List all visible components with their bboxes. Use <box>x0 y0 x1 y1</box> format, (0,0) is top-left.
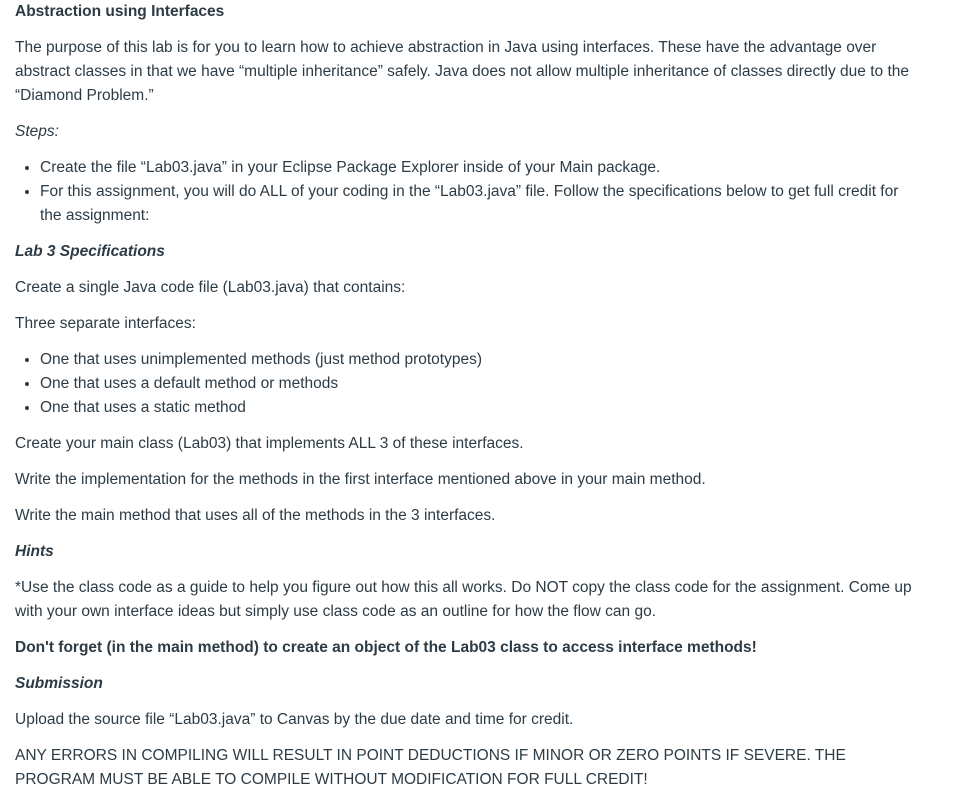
spacer <box>15 24 954 36</box>
spec-paragraph: Create a single Java code file (Lab03.java) that contains: <box>15 279 406 296</box>
spacer <box>15 228 954 240</box>
list-item: • One that uses unimplemented methods (just method prototypes) <box>40 348 900 372</box>
spacer <box>15 456 954 468</box>
list-item: • One that uses a default method or methods <box>40 372 900 396</box>
submission-heading: Submission <box>15 675 103 692</box>
spacer <box>15 336 954 348</box>
spec-paragraph: Create your main class (Lab03) that implements ALL 3 of these interfaces. <box>15 435 524 452</box>
spacer <box>15 528 954 540</box>
spacer <box>15 420 954 432</box>
hints-paragraph: *Use the class code as a guide to help you figure out how this all works. Do NOT copy the class code for the assignment. Come up with your own interface ideas but simply use class code as an outline for how the flow can go. <box>15 579 912 620</box>
steps-list <box>15 156 954 228</box>
spacer <box>15 624 954 636</box>
interfaces-list <box>15 348 954 420</box>
spacer <box>15 696 954 708</box>
spacer <box>15 732 954 744</box>
list-item: • One that uses a static method <box>40 396 900 420</box>
submission-paragraph: Upload the source file “Lab03.java” to Canvas by the due date and time for credit. <box>15 711 574 728</box>
spacer <box>15 660 954 672</box>
spacer <box>15 564 954 576</box>
steps-heading: Steps: <box>15 123 59 140</box>
hints-reminder: Don't forget (in the main method) to create an object of the Lab03 class to access interface methods! <box>15 639 757 656</box>
spacer <box>15 108 954 120</box>
spacer <box>15 492 954 504</box>
hints-heading: Hints <box>15 543 54 560</box>
list-item: • Create the file “Lab03.java” in your Eclipse Package Explorer inside of your Main package. <box>40 156 900 180</box>
spacer <box>15 264 954 276</box>
intro-paragraph: The purpose of this lab is for you to learn how to achieve abstraction in Java using interfaces. These have the advantage over abstract classes in that we have “multiple inheritance” safely. Java does not allow multiple inheritance of classes directly due to the “Diamond Problem.” <box>15 39 909 104</box>
submission-warning: ANY ERRORS IN COMPILING WILL RESULT IN POINT DEDUCTIONS IF MINOR OR ZERO POINTS IF SEVERE. THE PROGRAM MUST BE ABLE TO COMPILE WITHOUT MODIFICATION FOR FULL CREDIT! <box>15 747 846 788</box>
list-item: • For this assignment, you will do ALL of your coding in the “Lab03.java” file. Follow the specifications below to get full credit for the assignment: <box>40 180 900 228</box>
page-title: Abstraction using Interfaces <box>15 3 225 20</box>
spacer <box>15 144 954 156</box>
spec-paragraph: Write the main method that uses all of the methods in the 3 interfaces. <box>15 507 496 524</box>
spacer <box>15 300 954 312</box>
spec-paragraph: Write the implementation for the methods in the first interface mentioned above in your main method. <box>15 471 706 488</box>
spec-paragraph: Three separate interfaces: <box>15 315 196 332</box>
spec-heading: Lab 3 Specifications <box>15 243 165 260</box>
